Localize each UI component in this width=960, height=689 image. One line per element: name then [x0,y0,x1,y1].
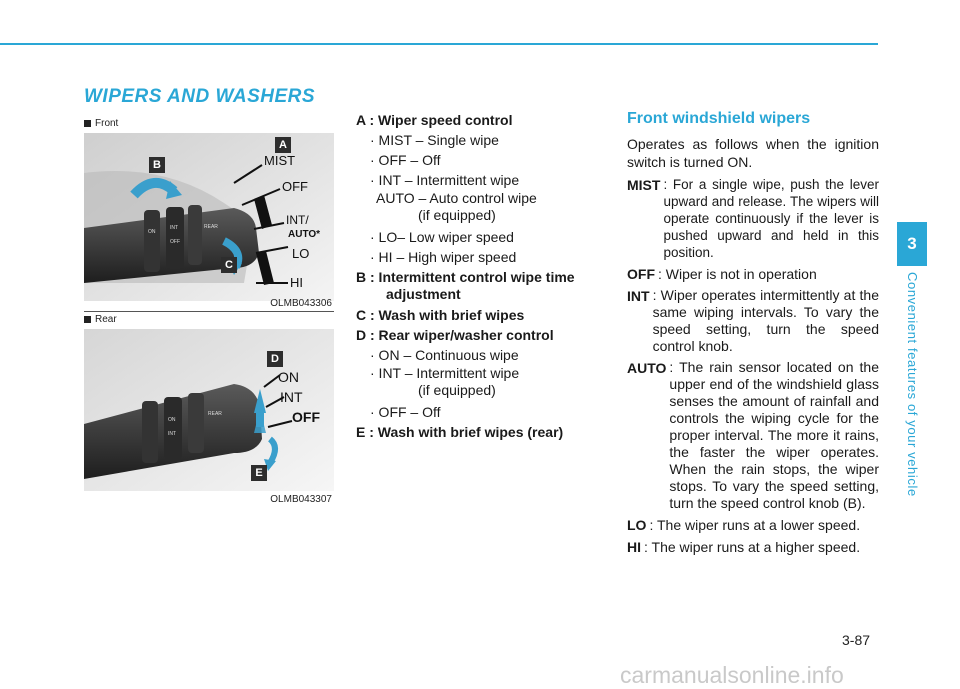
control-d-title: D : Rear wiper/washer control [356,327,554,343]
def-int [627,287,879,355]
control-a-title: A : Wiper speed control [356,112,513,128]
top-rule [0,43,878,45]
label-auto: AUTO* [288,229,321,240]
def-text: : Wiper operates intermittently at the same wiping intervals. To vary the speed setting, turn the speed control knob. [652,287,879,354]
control-a-item: · HI – High wiper speed [370,249,517,265]
control-c-title: C : Wash with brief wipes [356,307,525,323]
controls-list [356,110,606,442]
def-term: AUTO [627,360,667,376]
section-title: WIPERS AND WASHERS [84,86,316,107]
control-a-item: · MIST – Single wipe [370,132,499,148]
def-auto [627,359,879,512]
rear-lever-image [84,329,334,491]
bullet-square-icon [84,120,91,127]
figure-rear-code: OLMB043307 [270,494,332,505]
def-text: : Wiper is not in operation [658,266,817,282]
label-rear-off: OFF [292,409,320,425]
label-hi: HI [290,275,303,290]
bullet-square-icon [84,316,91,323]
chapter-title: Convenient features of your vehicle [905,272,920,497]
def-text: : The wiper runs at a higher speed. [644,539,861,555]
control-a-item: · LO– Low wiper speed [370,229,514,245]
def-mist [627,176,879,261]
page-number: 3-87 [842,632,871,648]
front-wipers-intro: Operates as follows when the ignition switch is turned ON. [627,136,879,170]
def-term: OFF [627,266,655,282]
def-hi [627,538,879,556]
figure-divider [84,311,334,312]
callout-e: E [251,465,267,481]
figure-rear [84,314,334,505]
control-d-item: · INT – Intermittent wipe [370,365,520,381]
watermark: carmanualsonline.info [620,662,844,688]
svg-text:REAR: REAR [208,411,222,417]
svg-text:REAR: REAR [204,224,218,230]
control-e-title: E : Wash with brief wipes (rear) [356,424,564,440]
front-wipers-heading: Front windshield wipers [627,110,811,127]
label-lo: LO [292,246,310,261]
def-lo [627,516,879,534]
def-term: MIST [627,177,661,193]
def-term: LO [627,517,647,533]
figure-front-code: OLMB043306 [270,298,332,309]
figure-front [84,118,334,309]
def-term: HI [627,539,641,555]
label-rear-on: ON [278,369,299,385]
svg-text:ON: ON [148,229,156,235]
def-text: : For a single wipe, push the lever upward and release. The wipers will operate continuously if the lever is pushed upward and held in this position. [663,177,879,260]
control-b-title: B : Intermittent control wipe time adjustment [356,269,575,302]
front-lever-image [84,133,334,301]
callout-b: B [149,157,165,173]
control-d-item: · OFF – Off [370,404,441,420]
def-off [627,265,879,283]
control-d-item-note: (if equipped) [418,382,496,398]
figure-rear-label-text: Rear [95,314,117,325]
svg-text:INT: INT [170,225,179,231]
label-off: OFF [282,179,308,194]
def-text: : The rain sensor located on the upper end of the windshield glass senses the amount of rainfall and controls the wiping cycle for the proper interval. The more it rains, the faster the wiper operates. When the rain stops, the wiper stops. To vary the speed setting, turn the speed control knob (B). [669,359,879,511]
control-a-auto-note: (if equipped) [418,207,496,223]
control-a-item: · OFF – Off [370,152,441,168]
def-term: INT [627,288,650,304]
callout-d: D [267,351,283,367]
callout-a: A [275,137,291,153]
label-mist: MIST [264,153,296,168]
figure-front-label-text: Front [95,118,119,129]
label-int: INT/ [286,213,309,227]
callout-c: C [221,257,237,273]
def-text: : The wiper runs at a lower speed. [649,517,861,533]
figure-rear-label [84,314,334,325]
svg-text:OFF: OFF [170,239,180,245]
label-rear-int: INT [280,389,303,405]
control-a-item: · INT – Intermittent wipe [370,172,520,188]
control-d-item: · ON – Continuous wipe [370,347,519,363]
figure-front-label [84,118,334,129]
svg-text:ON: ON [168,417,176,423]
front-wipers-section [627,110,879,560]
control-a-auto: AUTO – Auto control wipe [376,190,537,206]
chapter-tab: 3 [897,222,927,266]
svg-text:INT: INT [168,431,177,437]
